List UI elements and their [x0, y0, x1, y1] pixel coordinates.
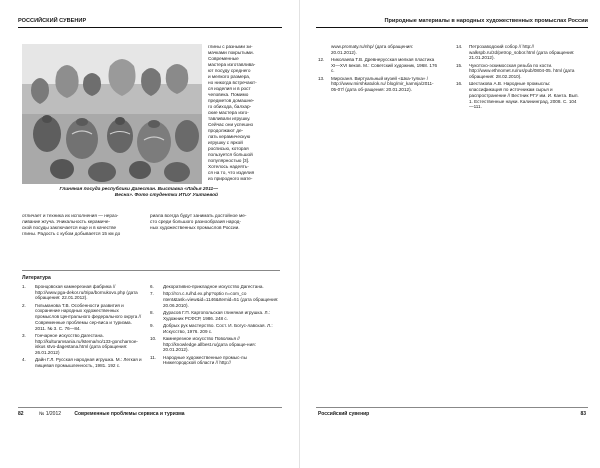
reference-text: Декоративно-прикладное искусство Дагестана. [163, 284, 264, 289]
section-title: Российский сувенир [318, 411, 370, 417]
reference-text: Николаева Т.В. Древнерусская мелкая пластика XI—XVI веков. М.: Советский художник, 1968. 176 с. [331, 57, 438, 74]
reference-text: Чукотско-эскимосская резьба по кости. http://www.ethnomet.ru/rus/pub/0804-05. html (дата обращения: 28.02.2010). [469, 62, 575, 80]
reference-item [318, 57, 438, 74]
column-line: предметов домашне- [208, 98, 255, 103]
reference-item [318, 44, 438, 55]
reference-text: Бронцовская камнерезная фабрика // http://www.pga-dekor.ru/tripa/bornukovo.php (дата обращения: 22.01.2012). [35, 284, 138, 301]
reference-item [318, 76, 438, 93]
reference-text: Народные художественные промыс-лы Нижегородской области // http:// [163, 354, 247, 366]
reference-number: 7. [150, 291, 154, 297]
reference-item [150, 284, 280, 290]
header-rule-left [18, 27, 282, 28]
reference-item [150, 323, 280, 334]
pottery-illustration [22, 44, 202, 184]
page-number-left: 82 [18, 411, 24, 417]
column-line: мастера изготавлива- [208, 62, 256, 67]
column-line: игрушку с яркой [208, 140, 243, 145]
reference-number: 9. [150, 323, 154, 328]
column-line: ют посуду среднего [208, 68, 251, 73]
footer-right-page [580, 411, 586, 417]
column-line: Хотелось надеять- [208, 164, 249, 169]
column-line: из природного мате- [208, 176, 253, 181]
references-column-3 [318, 44, 438, 94]
reference-text: Мирсканя. Виртуальный музей «Шка-тулка» / http://www.mirshkatulok.ru/ blog/mir_kamnja/2011-05-07/ (дата об-ращения: 20.01.2012). [331, 75, 434, 93]
column-line: го обихода, балхар- [208, 104, 252, 109]
right-page [300, 0, 600, 468]
column-line: лать керамическую [208, 134, 251, 139]
references-column-4 [456, 44, 580, 112]
reference-text: Гончарное искусство Дагестана. http://kulturamsania.ru/lstema/no/133-goncharnoe-iskus stvo-dagestana.html (дата обращения: 26.01.2012) [35, 332, 138, 355]
running-head-left: РОССИЙСКИЙ СУВЕНИР [18, 18, 87, 24]
reference-item [22, 303, 144, 332]
reference-item [22, 357, 144, 368]
reference-number: 4. [22, 357, 26, 363]
issue-number: № 1/2012 [38, 411, 61, 417]
reference-number: 16. [456, 81, 463, 87]
reference-item [150, 355, 280, 366]
journal-title: Современные проблемы сервиса и туризма [74, 411, 185, 417]
body-line: ных художественных промыслов России. [150, 225, 240, 230]
reference-text: Камнерезное искусство Поволжья // http://knowledge.allbest.ru(дата обраще-ния: 20.01.2012). [163, 336, 256, 353]
header-rule-right [316, 27, 588, 28]
body-line: ской посуды заключается еще и в качестве [22, 225, 117, 230]
column-line: человека. Помимо [208, 92, 249, 97]
reference-item [150, 291, 280, 308]
reference-text: www.promaty.ru/nhp/ (дата обращения: 20.01.2012). [331, 44, 414, 55]
body-line: сто среди большого разнообразия народ- [150, 219, 241, 224]
article-column-right [208, 44, 280, 182]
column-line: ся изделия и в рост [208, 86, 251, 91]
reference-number: 13. [318, 75, 325, 81]
reference-item [456, 63, 580, 80]
reference-number [318, 44, 331, 55]
column-line: пользуется большой [208, 152, 253, 157]
column-line: ся на то, что изделия [208, 170, 255, 175]
column-line: мачками покрытыми. [208, 50, 254, 55]
footer-right-title [318, 411, 369, 417]
reference-text: Шестакова А.В. Народные промыслы: классификация по источникам сырья и распространение // Вестник РГУ им. И. Канта. Вып. 1. Естественные науки. Калининград, 2008. С. 104—111. [469, 81, 579, 110]
reference-item [456, 44, 580, 61]
article-body-left [22, 213, 144, 237]
reference-number: 2. [22, 302, 26, 308]
photo-caption: Глиняная посуда республики Дагестан. Выставка «Ладья 2011—Весна». Фото студентки ИТиУ Уштаевой [59, 187, 218, 198]
article-body-right [150, 213, 280, 231]
body-line: ливание жгуча. Уникальность керамиче- [22, 219, 111, 224]
reference-number: 6. [150, 284, 154, 289]
footer-rule-left [18, 407, 282, 408]
references-column-1 [22, 284, 144, 370]
reference-number: 15. [456, 62, 463, 68]
reference-text: Гильманова Т.В. Особенности развития и сохранение народных художественных промыслов Центрального федерального округа // Современные проблемы сер-виса и туризма. 2011. № 3. С. 76—84. [35, 302, 142, 331]
references-rule [22, 270, 280, 271]
running-head-right: Природные материалы в народных художественных промыслах России [384, 18, 588, 24]
reference-text: Добрых рук мастерство. Сост. И. Богус-лавская. Л.: Искусство, 1976. 209 с. [163, 323, 273, 334]
reference-number: 12. [318, 57, 325, 62]
reference-item [150, 336, 280, 353]
column-line: тавливали игрушку. [208, 116, 251, 121]
column-line: продолжают де- [208, 128, 244, 133]
reference-number: 3. [22, 332, 26, 338]
column-line: но никогда встречают- [208, 80, 257, 85]
reference-number: 1. [22, 284, 26, 289]
reference-text: Петрозаводский собор // http:// walkspb.ru/zd/petrop_sobor.html (дата обращения: 21.01.2012). [469, 44, 575, 61]
column-line: Сейчас они успешно [208, 122, 254, 127]
reference-number: 14. [456, 44, 463, 49]
reference-item [22, 333, 144, 356]
footer-rule-right [316, 407, 588, 408]
reference-item [22, 284, 144, 301]
references-column-2 [150, 284, 280, 368]
references-title: Литература [22, 275, 51, 281]
body-line: глины. Радость с кубом добывается 15 км до [22, 231, 121, 236]
reference-number: 8. [150, 310, 154, 315]
reference-item [456, 81, 580, 110]
reference-text: http://rcn.c.ru/hd.ex.php?optio n=com_co ntent&task=view&id=1146&Itemid=51 (дата обращения: 20.06.2010). [163, 291, 279, 308]
reference-number: 10. [150, 336, 157, 341]
footer-left [18, 411, 185, 417]
page-number-right: 83 [580, 411, 586, 417]
reference-number: 11. [150, 354, 157, 360]
column-line: росписью, которая [208, 146, 249, 151]
column-line: и мелкого размера, [208, 74, 251, 79]
column-line: ские мастера изго- [208, 110, 249, 115]
reference-text: Дайн Г.Л. Русская народная игрушка. М.: Легкая и пищевая промышленность, 1981. 192 с. [35, 357, 142, 368]
column-line: Современные [208, 56, 239, 61]
reference-text: Дурасов Г.П. Каргопольская глиняная игрушка. Л.: Художник РСФСР, 1986. 248 с. [163, 310, 271, 321]
pottery-photo [22, 44, 202, 184]
column-line: популярностью [3]. [208, 158, 250, 163]
column-line: глины с разными зи- [208, 44, 253, 49]
body-line: отличает и техника их исполнения — нераз- [22, 213, 119, 218]
reference-item [150, 310, 280, 321]
body-line: риала всегда будут занимать достойное ме- [150, 213, 247, 218]
